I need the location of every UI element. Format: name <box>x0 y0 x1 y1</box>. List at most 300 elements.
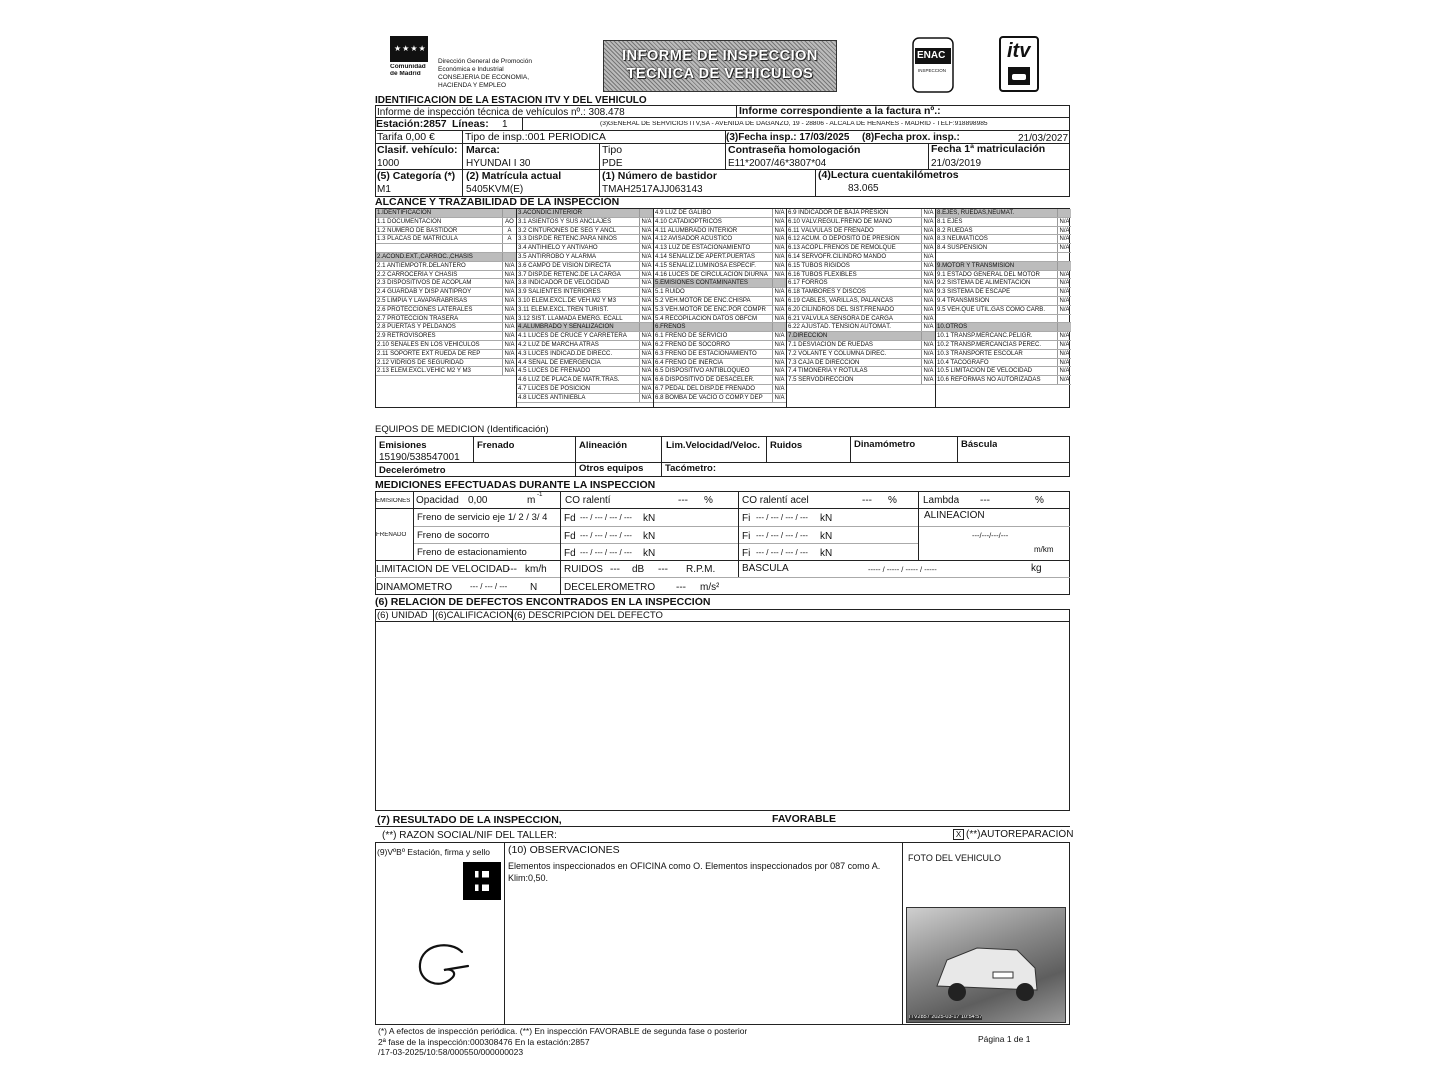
lines-value: 1 <box>502 119 508 130</box>
divider <box>928 143 929 169</box>
braking-tag: FRENADO <box>376 532 407 538</box>
scope-item-label: 4.15 SEÑALIZ.LUMINOSA ESPECIF. <box>655 261 756 269</box>
scope-item-label: 2.9 RETROVISORES <box>377 332 436 340</box>
scope-item-label: 7.4 TIMONERÍA Y RÓTULAS <box>788 367 868 375</box>
dynamometer-equip-label: Dinamómetro <box>854 440 916 450</box>
scope-row <box>517 253 653 262</box>
scope-row <box>654 359 786 368</box>
lambda-unit: % <box>1035 495 1044 506</box>
scale-equip-label: Báscula <box>961 440 998 450</box>
scope-item-label: 6.15 TUBOS RÍGIDOS <box>788 261 850 269</box>
dynamometer-unit: N <box>530 582 538 593</box>
scope-row <box>787 235 935 244</box>
scope-item-value: N/A <box>921 244 935 252</box>
alignment-value: ---/---/---/--- <box>972 532 1009 540</box>
scope-item-value: N/A <box>921 297 935 305</box>
scope-item-value: N/A <box>921 315 935 323</box>
self-repair-checkbox[interactable]: X <box>953 829 964 840</box>
scope-item-label: 3.5 ANTIRROBO Y ALARMA <box>518 252 597 260</box>
scope-item-value: N/A <box>502 332 516 340</box>
scope-row <box>936 323 1071 332</box>
alignment-label: ALINEACIÓN <box>924 510 985 521</box>
scope-item-label: 7.DIRECCIÓN <box>788 332 828 340</box>
scope-item-label: 10.3 TRANSPORTE ESCOLAR <box>937 349 1023 357</box>
observations-text-2: Klim:0,50. <box>508 874 549 883</box>
scope-row <box>654 288 786 297</box>
scope-item-label: 5.4 RECOPILACIÓN DATOS OBFCM <box>655 314 758 322</box>
scope-item-label: 6.16 TUBOS FLEXIBLES <box>788 270 857 278</box>
scope-item-label: 6.13 ACOPL.FRENOS DE REMOLQUE <box>788 244 896 252</box>
divider <box>850 436 851 462</box>
scope-item-label: 6.5 DISPOSITIVO ANTIBLOQUEO <box>655 367 750 375</box>
scope-row <box>787 367 935 376</box>
scope-item-label: 2.5 LIMPIA Y LAVAPARABRISAS <box>377 296 468 304</box>
scope-item-value: N/A <box>639 227 653 235</box>
divider <box>504 842 505 1025</box>
scope-item-value: N/A <box>502 288 516 296</box>
inspection-type: Tipo de insp.:001 PERIODICA <box>465 132 606 143</box>
scope-column <box>376 209 516 407</box>
scope-item-label: 2.1 ANTIEMPOTR.DELANTERO <box>377 261 466 269</box>
scope-item-value: N/A <box>1057 244 1071 252</box>
classification-label: Clasif. vehículo: <box>377 145 458 156</box>
scale-value: ----- / ----- / ----- / ----- <box>868 566 937 574</box>
scope-item-label: 1.1 DOCUMENTACIÓN <box>377 217 442 225</box>
scope-item-value: N/A <box>1057 271 1071 279</box>
scope-item-label: 6.21 VÁLVULA SENSORA DE CARGA <box>788 314 893 322</box>
homologation-label: Contraseña homologación <box>728 145 861 156</box>
scope-item-label: 6.20 CILINDROS DEL SIST.FRENADO <box>788 305 895 313</box>
company-info: (3)GENERAL DE SERVICIOS ITV,SA - AVENIDA DE DAGANZO, 19 - 28806 - ALCALA DE HENARES - MADRID - TELF:918898985 <box>600 121 988 127</box>
speed-limit-equip-label: Lim.Velocidad/Veloc. <box>666 441 760 451</box>
scope-item-value: N/A <box>921 306 935 314</box>
scope-item-value: N/A <box>639 367 653 375</box>
scope-item-value: N/A <box>772 227 786 235</box>
parking-fd-value: --- / --- / --- / --- <box>580 549 632 557</box>
service-fi-value: --- / --- / --- / --- <box>756 514 808 522</box>
scope-item-value: N/A <box>1057 376 1071 384</box>
scope-row <box>654 394 786 403</box>
scope-item-value: A <box>502 227 516 235</box>
scope-row <box>654 376 786 385</box>
scope-row <box>376 227 516 236</box>
scope-row <box>936 279 1071 288</box>
scope-item-value: N/A <box>921 359 935 367</box>
divider <box>522 117 523 130</box>
scope-row <box>376 279 516 288</box>
scope-item-label: 3.9 SALIENTES INTERIORES <box>518 288 601 296</box>
scope-item-label: 9.MOTOR Y TRANSMISIÓN <box>937 261 1015 269</box>
scope-row <box>787 271 935 280</box>
decelerometer-label: DECELERÓMETRO <box>564 582 656 593</box>
scope-column <box>935 209 1071 407</box>
noise-value: --- <box>610 564 620 575</box>
scope-item-value <box>1057 315 1071 323</box>
workshop-label: (**) RAZÓN SOCIAL/NIF DEL TALLER: <box>382 830 557 841</box>
divider <box>375 826 1070 827</box>
scope-item-label: 7.2 VOLANTE Y COLUMNA DIREC. <box>788 349 887 357</box>
scope-row <box>936 262 1071 271</box>
scope-item-label: 6.8 BOMBA DE VACÍO O COMP.Y DEP <box>655 393 763 401</box>
scope-item-value: N/A <box>921 341 935 349</box>
result-value: FAVORABLE <box>772 814 836 825</box>
plate-value: 5405KVM(E) <box>466 184 524 195</box>
lambda-value: --- <box>980 495 990 506</box>
scope-item-value: N/A <box>639 271 653 279</box>
scope-item-label: 6.11 VÁLVULAS DE FRENADO <box>788 226 874 234</box>
scope-row <box>654 271 786 280</box>
scope-row <box>517 288 653 297</box>
photo-caption: ITV2857 2025-03-17 10:54:57 <box>909 1014 983 1020</box>
scope-item-value: N/A <box>921 271 935 279</box>
type-label: Tipo <box>602 145 623 156</box>
parking-fd-unit: kN <box>643 548 656 559</box>
scope-item-label: 10.2 TRANSP.MERCANCÍAS PEREC. <box>937 340 1042 348</box>
scope-item-value: N/A <box>772 262 786 270</box>
scope-item-label: 4.10 CATADIÓPTRICOS <box>655 217 722 225</box>
scope-row <box>787 332 935 341</box>
scope-item-label: 6.19 CABLES, VARILLAS, PALANCAS <box>788 296 894 304</box>
scope-item-label: 2.3 DISPOSITIVOS DE ACOPLAM <box>377 279 472 287</box>
emergency-brake-label: Freno de socorro <box>417 531 490 541</box>
divider <box>462 130 463 197</box>
equipment-title: EQUIPOS DE MEDICIÓN (Identificación) <box>375 425 549 435</box>
scope-item-label: 4.7 LUCES DE POSICIÓN <box>518 384 591 392</box>
scope-item-label: 6.2 FRENO DE SOCORRO <box>655 340 730 348</box>
scope-row <box>517 385 653 394</box>
first-registration-value: 21/03/2019 <box>931 158 982 169</box>
scope-item-label: 6.18 TAMBORES Y DISCOS <box>788 288 866 296</box>
service-fd-label: Fd <box>564 513 576 524</box>
scope-title: ALCANCE Y TRAZABILIDAD DE LA INSPECCIÓN <box>375 197 620 208</box>
inspection-date: (3)Fecha insp.: 17/03/2025 <box>726 132 850 143</box>
parking-fi-unit: kN <box>820 548 833 559</box>
scope-item-label <box>936 253 1057 261</box>
scope-item-label: 10.6 REFORMAS NO AUTORIZADAS <box>937 376 1041 384</box>
divider <box>413 526 1070 527</box>
scope-item-label: 6.FRENOS <box>655 323 686 331</box>
stars-icon: ★★★★ <box>394 44 427 53</box>
scope-row <box>936 209 1071 218</box>
scope-row <box>376 209 516 218</box>
scope-row <box>787 218 935 227</box>
divider <box>736 105 737 117</box>
section-identification-title: IDENTIFICACIÓN DE LA ESTACIÓN ITV Y DEL VEHÍCULO <box>375 95 647 106</box>
scope-row <box>517 376 653 385</box>
scope-item-label: 3.8 INDICADOR DE VELOCIDAD <box>518 279 610 287</box>
co-idle-unit: % <box>704 495 713 506</box>
service-fi-unit: kN <box>820 513 833 524</box>
decelerometer-unit: m/s² <box>700 582 720 593</box>
divider <box>599 143 600 197</box>
scope-row <box>376 306 516 315</box>
scope-row <box>376 315 516 324</box>
scope-row <box>654 350 786 359</box>
odometer-value: 83.065 <box>848 183 879 194</box>
emissions-equip-value: 15190/538547001 <box>379 452 460 463</box>
scope-item-label: 2.11 SOPORTE EXT RUEDA DE REP <box>377 349 481 357</box>
scope-item-value: N/A <box>1057 279 1071 287</box>
scope-item-value: N/A <box>1057 297 1071 305</box>
divider <box>560 491 561 595</box>
speed-limit-value: --- <box>507 564 517 575</box>
scope-item-value: N/A <box>639 253 653 261</box>
scope-row <box>654 218 786 227</box>
scope-item-value: N/A <box>772 394 786 402</box>
scope-item-label: 4.2 LUZ DE MARCHA ATRÁS <box>518 340 599 348</box>
scope-item-value: N/A <box>502 315 516 323</box>
scope-row <box>936 227 1071 236</box>
scope-item-label: 5.1 RUIDO <box>655 288 685 296</box>
scope-item-label <box>936 315 1057 323</box>
dynamometer-value: --- / --- / --- <box>470 583 508 591</box>
scope-row <box>376 235 516 244</box>
dynamometer-label: DINAMÓMETRO <box>376 582 453 593</box>
noise-label: RUIDOS <box>564 564 603 575</box>
plate-label: (2) Matrícula actual <box>466 171 562 182</box>
scope-item-value: N/A <box>772 332 786 340</box>
scope-row <box>517 279 653 288</box>
scope-row <box>517 227 653 236</box>
scope-row <box>517 341 653 350</box>
divider <box>738 491 739 577</box>
scope-item-label: 3.11 ELEM.EXCL.TREN TURIST. <box>518 305 609 313</box>
scope-item-label: 4.12 AVISADOR ACÚSTICO <box>655 235 733 243</box>
speed-limit-label: LIMITACIÓN DE VELOCIDAD <box>376 564 510 575</box>
scope-row <box>517 350 653 359</box>
divider <box>375 508 1070 509</box>
scope-row <box>376 271 516 280</box>
scope-row <box>787 253 935 262</box>
divider <box>413 491 414 560</box>
scope-item-value: N/A <box>921 235 935 243</box>
scope-row <box>936 306 1071 315</box>
scope-row <box>936 315 1071 324</box>
scope-item-label: 4.5 LUCES DE FRENADO <box>518 367 591 375</box>
first-registration-label: Fecha 1ª matriculación <box>931 144 1046 155</box>
community-label: Comunidad de Madrid <box>390 64 426 77</box>
scope-row <box>936 253 1071 262</box>
scope-item-value: N/A <box>1057 332 1071 340</box>
scope-item-value: N/A <box>921 350 935 358</box>
scope-item-value <box>772 279 786 287</box>
scope-item-value: N/A <box>772 244 786 252</box>
footer-note: (*) A efectos de inspección periódica. (**) En inspección FAVORABLE de segunda fase o posterior <box>378 1027 748 1036</box>
divider <box>433 609 434 621</box>
scope-row <box>517 359 653 368</box>
scope-item-label: 4.6 LUZ DE PLACA DE MATR.TRAS. <box>518 376 620 384</box>
scope-row <box>376 288 516 297</box>
service-fd-value: --- / --- / --- / --- <box>580 514 632 522</box>
scope-item-label: 3.1 ASIENTOS Y SUS ANCLAJES <box>518 217 612 225</box>
scope-item-value: N/A <box>639 350 653 358</box>
divider <box>918 491 919 560</box>
scope-item-label: 3.7 DISP.DE RETENC.DE LA CARGA <box>518 270 621 278</box>
scope-item-value: N/A <box>921 367 935 375</box>
scope-item-label: 4.8 LUCES ANTINIEBLA <box>518 393 586 401</box>
scope-row <box>517 235 653 244</box>
scope-item-value: AO <box>502 218 516 226</box>
scope-row <box>654 297 786 306</box>
scope-column <box>653 209 786 407</box>
defects-col-description: (6) DESCRIPCIÓN DEL DEFECTO <box>514 611 663 621</box>
divider <box>766 436 767 462</box>
scope-item-label <box>376 244 502 252</box>
scope-row <box>517 297 653 306</box>
scope-column <box>516 209 653 407</box>
scope-item-value: N/A <box>1057 227 1071 235</box>
co-idle-label: CO ralentí <box>565 495 611 506</box>
type-value: PDE <box>602 158 623 169</box>
scope-item-label: 10.1 TRANSP.MERCANC.PELIGR. <box>937 332 1033 340</box>
emissions-tag: EMISIONES <box>376 498 411 504</box>
emergency-fd-label: Fd <box>564 531 576 542</box>
scope-item-value: N/A <box>502 306 516 314</box>
scope-row <box>787 288 935 297</box>
scope-row <box>936 376 1071 385</box>
scope-row <box>376 218 516 227</box>
scope-row <box>376 262 516 271</box>
scope-item-label: 3.2 CINTURONES DE SEG Y ANCL <box>518 226 617 234</box>
parking-fi-value: --- / --- / --- / --- <box>756 549 808 557</box>
scope-item-label: 2.7 PROTECCIÓN TRASERA <box>377 314 459 322</box>
scope-item-value: N/A <box>1057 235 1071 243</box>
scope-item-value: N/A <box>921 218 935 226</box>
scope-item-label: 2.6 PROTECCIONES LATERALES <box>377 305 473 313</box>
service-fi-label: Fi <box>742 513 751 524</box>
scope-item-label: 4.11 ALUMBRADO INTERIOR <box>655 226 738 234</box>
speed-limit-unit: km/h <box>525 564 547 575</box>
defects-col-rating: (6)CALIFICACIÓN <box>435 611 514 621</box>
odometer-label: (4)Lectura cuentakilómetros <box>818 170 959 181</box>
scope-item-value: N/A <box>921 279 935 287</box>
scope-row <box>654 385 786 394</box>
scope-row <box>376 359 516 368</box>
emergency-fi-value: --- / --- / --- / --- <box>756 532 808 540</box>
scope-item-label: 6.12 ACUM. O DEPÓSITO DE PRESIÓN <box>788 235 900 243</box>
scope-row <box>376 350 516 359</box>
scope-item-value: N/A <box>639 235 653 243</box>
scope-item-value: N/A <box>639 315 653 323</box>
opacity-label: Opacidad <box>416 495 459 506</box>
divider <box>375 577 1070 578</box>
scope-row <box>787 359 935 368</box>
noise-equip-label: Ruidos <box>770 441 803 451</box>
scope-item-label: 8.EJES, RUEDAS,NEUMAT. <box>937 209 1015 216</box>
parking-fd-label: Fd <box>564 548 576 559</box>
footer-timestamp: /17-03-2025/10:58/000550/000000023 <box>378 1048 524 1057</box>
scope-item-value <box>1057 323 1071 331</box>
divider <box>375 560 1070 561</box>
scope-item-label: 10.5 LIMITACIÓN DE VELOCIDAD <box>937 367 1033 375</box>
scope-item-label: 2.8 PUERTAS Y PELDAÑOS <box>377 323 456 331</box>
divider <box>815 169 816 197</box>
scope-item-label: 2.10 SEÑALES EN LOS VEHÍCULOS <box>377 340 480 348</box>
scope-row <box>376 332 516 341</box>
scope-item-label: 4.13 LUZ DE ESTACIONAMIENTO <box>655 244 751 252</box>
scope-item-value <box>772 323 786 331</box>
co-accel-unit: % <box>888 495 897 506</box>
scope-item-value: N/A <box>921 288 935 296</box>
scope-item-value: N/A <box>1057 350 1071 358</box>
scope-item-label: 6.4 FRENO DE INERCIA <box>655 358 724 366</box>
scope-item-label: 2.ACOND.EXT.,CARROC.,CHASIS <box>377 252 473 260</box>
scope-row <box>787 376 935 385</box>
scope-item-value: N/A <box>921 253 935 261</box>
scope-item-label: 3.ACONDIC.INTERIOR <box>518 209 582 216</box>
madrid-logo <box>390 36 428 62</box>
scope-item-value <box>502 253 516 261</box>
scope-item-label: 4.4 SEÑAL DE EMERGENCIA <box>518 358 601 366</box>
scope-item-label: 7.1 DESVIACIÓN DE RUEDAS <box>788 340 873 348</box>
scope-item-value: N/A <box>639 394 653 402</box>
vehicle-photo <box>906 907 1066 1023</box>
scope-item-value: N/A <box>502 279 516 287</box>
scope-row <box>936 244 1071 253</box>
scope-item-value <box>1057 209 1071 217</box>
scope-item-value <box>921 332 935 340</box>
scope-row <box>936 341 1071 350</box>
scope-column <box>786 209 935 407</box>
scope-row <box>517 315 653 324</box>
tarifa: Tarifa 0,00 € <box>377 132 435 143</box>
emergency-fd-unit: kN <box>643 531 656 542</box>
divider <box>413 543 918 544</box>
alignment-equip-label: Alineación <box>579 441 628 451</box>
scope-item-value: N/A <box>1057 341 1071 349</box>
scope-item-label: 2.4 GUARDAB Y DISP ANTIPROY <box>377 288 472 296</box>
scope-item-value: N/A <box>772 341 786 349</box>
alignment-unit: m/km <box>1034 546 1054 554</box>
scope-item-value: N/A <box>639 244 653 252</box>
scope-row <box>654 235 786 244</box>
vin-value: TMAH2517AJJ063143 <box>602 184 703 195</box>
scope-row <box>654 262 786 271</box>
invoice-label: Informe correspondiente a la factura nº.: <box>739 106 941 117</box>
scope-row <box>787 209 935 218</box>
scope-item-label: 3.6 CAMPO DE VISIÓN DIRECTA <box>518 261 612 269</box>
scope-item-label: 3.10 ELEM.EXCL.DE VEH.M2 Y M3 <box>518 296 616 304</box>
scope-row <box>654 244 786 253</box>
page-number: Página 1 de 1 <box>978 1035 1031 1044</box>
divider <box>575 436 576 477</box>
category-value: M1 <box>377 184 391 195</box>
scope-row <box>787 279 935 288</box>
scope-item-value: N/A <box>639 288 653 296</box>
scope-item-value: N/A <box>502 367 516 375</box>
self-repair-label: (**)AUTOREPARACIÓN <box>966 829 1074 840</box>
scope-item-label: 5.2 VEH.MOTOR DE ENC.CHISPA <box>655 296 751 304</box>
scope-item-value: N/A <box>772 376 786 384</box>
scope-item-value: N/A <box>1057 306 1071 314</box>
scope-item-value <box>502 209 516 217</box>
scale-label: BÁSCULA <box>742 563 789 574</box>
scope-item-value: N/A <box>921 227 935 235</box>
scope-item-label: 6.10 VÁLV.REGUL.FRENO DE MANO <box>788 217 892 225</box>
scope-item-value: N/A <box>639 262 653 270</box>
noise-unit: dB <box>632 564 645 575</box>
parking-brake-label: Freno de estacionamiento <box>417 548 527 558</box>
scope-item-label: 2.13 ELEM.EXCL.VEHÍC M2 Y M3 <box>377 367 471 375</box>
scope-row <box>936 359 1071 368</box>
scope-row <box>376 323 516 332</box>
scope-row <box>654 332 786 341</box>
scope-row <box>936 271 1071 280</box>
scope-item-value: N/A <box>639 359 653 367</box>
scope-row <box>654 253 786 262</box>
scope-row <box>517 271 653 280</box>
scope-item-label: 8.4 SUSPENSIÓN <box>937 244 988 252</box>
